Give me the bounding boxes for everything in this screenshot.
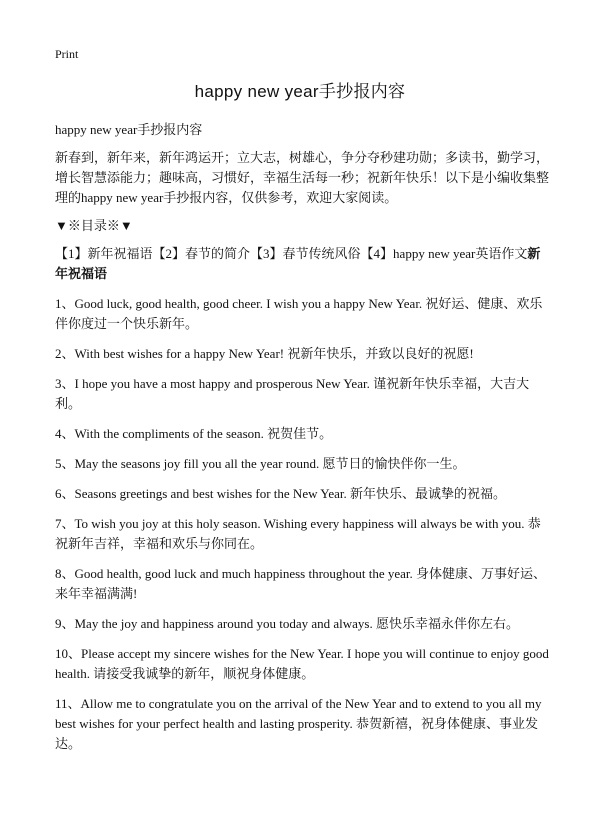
article-body — [55, 120, 551, 764]
toc-item-1[interactable]: 【1】新年祝福语 — [55, 246, 153, 261]
list-item: 6、Seasons greetings and best wishes for the New Year. 新年快乐、最诚挚的祝福。 — [55, 486, 506, 501]
toc-item-2[interactable]: 【2】春节的简介 — [152, 246, 251, 261]
list-item: 5、May the seasons joy fill you all the year round. 愿节日的愉快伴你一生。 — [55, 456, 466, 471]
list-item: 7、To wish you joy at this holy season. Wishing every happiness will always be with you. 恭祝新年吉祥，幸福和欢乐与你同在。 — [55, 516, 541, 551]
toc-heading: ▼※目录※▼ — [55, 218, 133, 233]
list-item: 9、May the joy and happiness around you today and always. 愿快乐幸福永伴你左右。 — [55, 616, 519, 631]
article-subtitle: happy new year手抄报内容 — [55, 122, 203, 137]
list-item: 8、Good health, good luck and much happiness throughout the year. 身体健康、万事好运、来年幸福满满! — [55, 566, 547, 601]
table-of-contents — [55, 244, 551, 284]
print-link[interactable]: Print — [55, 47, 79, 61]
list-item: 3、I hope you have a most happy and prosperous New Year. 谨祝新年快乐幸福，大吉大利。 — [55, 376, 530, 411]
list-item: 11、Allow me to congratulate you on the arrival of the New Year and to extend to you all my best wishes for your perfect health and lasting prosperity. 恭贺新禧，祝身体健康、事业发达。 — [55, 696, 542, 751]
section-heading: 新年祝福语 — [55, 246, 541, 281]
list-item: 4、With the compliments of the season. 祝贺佳节。 — [55, 426, 333, 441]
page-title: happy new year手抄报内容 — [194, 82, 406, 101]
list-item: 2、With best wishes for a happy New Year! 祝新年快乐，并致以良好的祝愿! — [55, 346, 474, 361]
toc-item-3[interactable]: 【3】春节传统风俗 — [250, 246, 361, 261]
list-item: 10、Please accept my sincere wishes for the New Year. I hope you will continue to enjoy good health. 请接受我诚挚的新年，顺祝身体健康。 — [55, 646, 549, 681]
article-intro: 新春到，新年来，新年鸿运开；立大志，树雄心，争分夺秒建功勋；多读书，勤学习，增长智慧添能力；趣味高，习惯好，幸福生活每一秒；祝新年快乐！以下是小编收集整理的happy new year手抄报内容，仅供参考，欢迎大家阅读。 — [55, 150, 550, 205]
toc-item-4[interactable]: 【4】happy new year英语作文 — [360, 246, 528, 261]
list-item: 1、Good luck, good health, good cheer. I wish you a happy New Year. 祝好运、健康、欢乐伴你度过一个快乐新年。 — [55, 296, 543, 331]
